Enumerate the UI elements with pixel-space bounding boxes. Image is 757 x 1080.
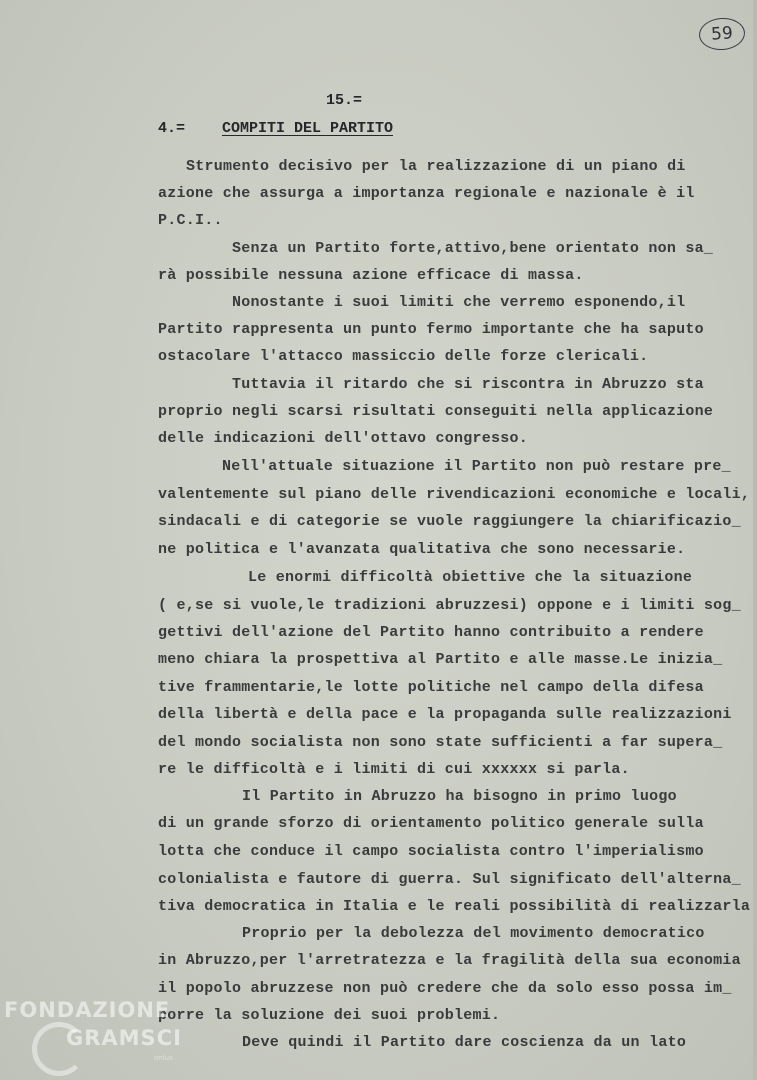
watermark-line1: FONDAZIONE (4, 998, 171, 1022)
text-line: gettivi dell'azione del Partito hanno contribuito a rendere (158, 624, 704, 641)
text-line: Il Partito in Abruzzo ha bisogno in primo luogo (242, 788, 677, 805)
text-line: colonialista e fautore di guerra. Sul significato dell'alterna_ (158, 871, 741, 888)
text-line: in Abruzzo,per l'arretratezza e la fragilità della sua economia (158, 952, 741, 969)
text-line: rà possibile nessuna azione efficace di massa. (158, 267, 584, 284)
text-line: di un grande sforzo di orientamento politico generale sulla (158, 815, 704, 832)
text-line: valentemente sul piano delle rivendicazioni economiche e locali, (158, 486, 751, 503)
section-number: 4.= (158, 120, 186, 137)
text-line: proprio negli scarsi risultati conseguiti nella applicazione (158, 403, 714, 420)
text-line: ostacolare l'attacco massiccio delle forze clericali. (158, 348, 649, 365)
text-line: sindacali e di categorie se vuole raggiungere la chiarificazio_ (158, 513, 741, 530)
text-line: Strumento decisivo per la realizzazione di un piano di (186, 158, 686, 175)
text-line: Senza un Partito forte,attivo,bene orientato non sa_ (232, 240, 714, 257)
section-title: COMPITI DEL PARTITO (222, 120, 394, 137)
fondazione-gramsci-watermark (4, 996, 204, 1076)
text-line: lotta che conduce il campo socialista contro l'imperialismo (158, 843, 704, 860)
text-line: tive frammentarie,le lotte politiche nel campo della difesa (158, 679, 704, 696)
text-line: P.C.I.. (158, 212, 223, 229)
text-line: Proprio per la debolezza del movimento democratico (242, 925, 705, 942)
text-line: ( e,se si vuole,le tradizioni abruzzesi) oppone e i limiti sog_ (158, 597, 741, 614)
text-line: ne politica e l'avanzata qualitativa che sono necessarie. (158, 541, 686, 558)
text-line: Nell'attuale situazione il Partito non può restare pre_ (222, 458, 731, 475)
text-line: meno chiara la prospettiva al Partito e alle masse.Le inizia_ (158, 651, 723, 668)
watermark-line2: GRAMSCI (66, 1026, 182, 1050)
text-line: delle indicazioni dell'ottavo congresso. (158, 430, 529, 447)
text-line: re le difficoltà e i limiti di cui xxxxxx si parla. (158, 761, 630, 778)
page-number: 15.= (326, 92, 363, 109)
text-line: tiva democratica in Italia e le reali possibilità di realizzarla (158, 898, 751, 915)
text-line: porre la soluzione dei suoi problemi. (158, 1007, 501, 1024)
text-line: Tuttavia il ritardo che si riscontra in Abruzzo sta (232, 376, 704, 393)
text-line: Nonostante i suoi limiti che verremo esponendo,il (232, 294, 686, 311)
text-line: del mondo socialista non sono state sufficienti a far supera_ (158, 734, 723, 751)
text-line: Partito rappresenta un punto fermo importante che ha saputo (158, 321, 704, 338)
text-line: il popolo abruzzese non può credere che da solo esso possa im_ (158, 980, 732, 997)
archive-page-stamp: 59 (698, 16, 746, 51)
text-line: azione che assurga a importanza regionale e nazionale è il (158, 185, 695, 202)
text-line: della libertà e della pace e la propaganda sulle realizzazioni (158, 706, 732, 723)
text-line: Deve quindi il Partito dare coscienza da un lato (242, 1034, 687, 1051)
watermark-line3: onlus (154, 1054, 173, 1062)
text-line: Le enormi difficoltà obiettive che la situazione (248, 569, 693, 586)
